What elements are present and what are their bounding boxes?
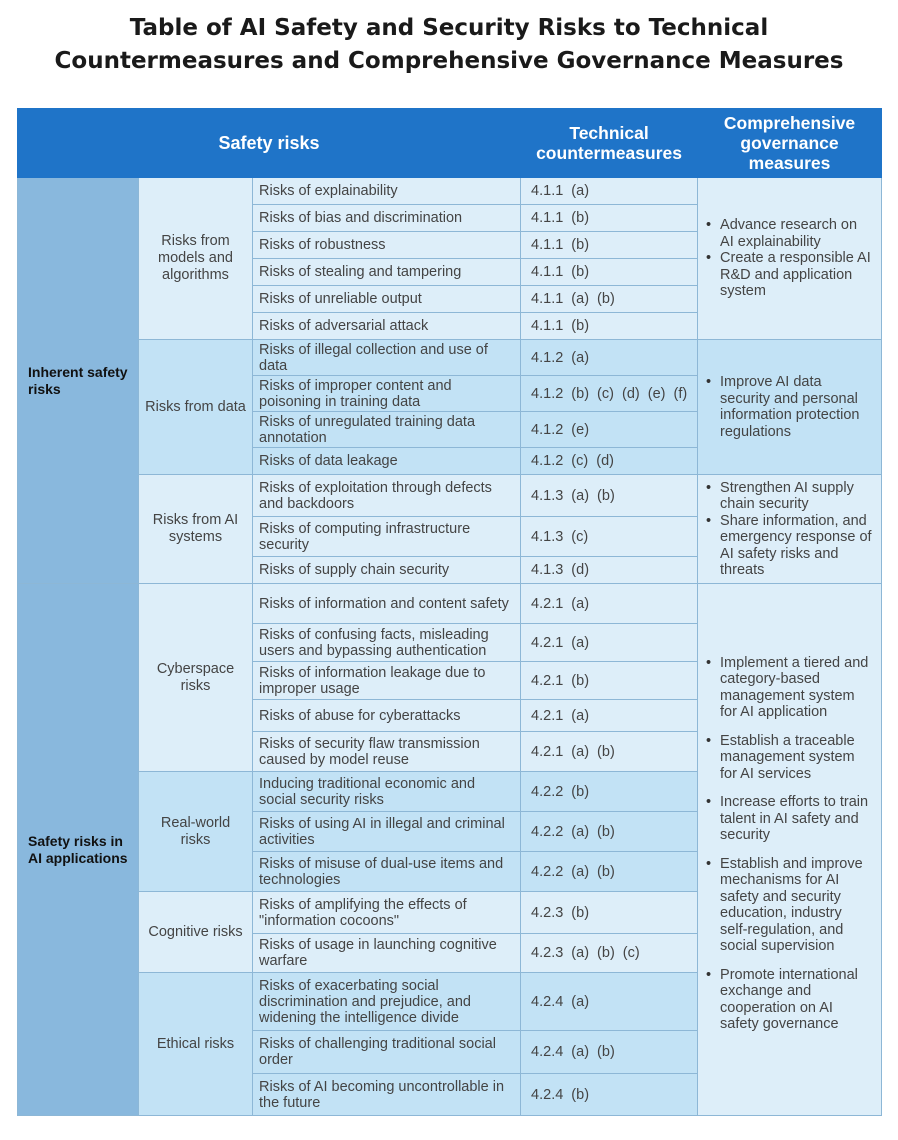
- table-row: [18, 178, 882, 205]
- tech-cell: 4.2.1 (b): [521, 662, 698, 700]
- table-row: [18, 475, 882, 517]
- tech-cell: 4.2.1 (a): [521, 700, 698, 732]
- risk-cell: Risks of exploitation through defects and backdoors: [253, 475, 521, 517]
- group-real-world: Real-world risks: [139, 772, 253, 892]
- gov-cell-ai-systems: [698, 475, 882, 584]
- tech-cell: 4.2.1 (a): [521, 584, 698, 624]
- gov-bullet: • Establish a traceable management system for AI services: [706, 733, 873, 783]
- risk-cell: Risks of usage in launching cognitive warfare: [253, 934, 521, 973]
- tech-cell: 4.2.4 (a) (b): [521, 1031, 698, 1074]
- risk-cell: Risks of unregulated training data annotation: [253, 412, 521, 448]
- tech-cell: 4.1.1 (b): [521, 313, 698, 340]
- gov-bullet: • Increase efforts to train talent in AI safety and security: [706, 794, 873, 844]
- gov-bullet: • Promote international exchange and cooperation on AI safety governance: [706, 967, 873, 1033]
- category-ai-application-risks: Safety risks in AI applications: [18, 584, 139, 1116]
- tech-cell: 4.2.4 (a): [521, 973, 698, 1031]
- risk-cell: Risks of AI becoming uncontrollable in the future: [253, 1074, 521, 1116]
- title-line-1: Table of AI Safety and Security Risks to Technical: [129, 15, 769, 41]
- risk-cell: Risks of stealing and tampering: [253, 259, 521, 286]
- group-models-algorithms: Risks from models and algorithms: [139, 178, 253, 340]
- tech-cell: 4.1.1 (b): [521, 259, 698, 286]
- risk-cell: Risks of amplifying the effects of "information cocoons": [253, 892, 521, 934]
- tech-cell: 4.1.2 (a): [521, 340, 698, 376]
- risk-cell: Risks of adversarial attack: [253, 313, 521, 340]
- risk-cell: Risks of misuse of dual-use items and technologies: [253, 852, 521, 892]
- header-row: [18, 109, 882, 178]
- tech-cell: 4.2.2 (a) (b): [521, 812, 698, 852]
- gov-bullet: • Establish and improve mechanisms for AI safety and security education, industry self-regulation, and social supervision: [706, 856, 873, 955]
- tech-cell: 4.1.3 (d): [521, 557, 698, 584]
- gov-bullet: • Strengthen AI supply chain security: [706, 480, 873, 513]
- tech-cell: 4.2.4 (b): [521, 1074, 698, 1116]
- header-safety-risks: Safety risks: [18, 109, 521, 178]
- header-governance-measures: Comprehensive governance measures: [698, 109, 882, 178]
- risk-cell: Risks of abuse for cyberattacks: [253, 700, 521, 732]
- risk-cell: Risks of explainability: [253, 178, 521, 205]
- tech-cell: 4.2.2 (b): [521, 772, 698, 812]
- risk-cell: Risks of robustness: [253, 232, 521, 259]
- tech-cell: 4.1.1 (a) (b): [521, 286, 698, 313]
- risk-cell: Risks of confusing facts, misleading users and bypassing authentication: [253, 624, 521, 662]
- gov-bullet: • Improve AI data security and personal information protection regulations: [706, 374, 873, 440]
- tech-cell: 4.2.2 (a) (b): [521, 852, 698, 892]
- title-line-2: Countermeasures and Comprehensive Governance Measures: [54, 48, 844, 74]
- risk-cell: Risks of bias and discrimination: [253, 205, 521, 232]
- gov-bullet: • Implement a tiered and category-based management system for AI application: [706, 655, 873, 721]
- page-title: [0, 12, 898, 78]
- risk-cell: Risks of supply chain security: [253, 557, 521, 584]
- risk-cell: Risks of illegal collection and use of data: [253, 340, 521, 376]
- risk-cell: Risks of improper content and poisoning in training data: [253, 376, 521, 412]
- tech-cell: 4.1.3 (a) (b): [521, 475, 698, 517]
- tech-cell: 4.1.1 (b): [521, 205, 698, 232]
- gov-cell-models-algorithms: [698, 178, 882, 340]
- category-inherent-safety-risks: Inherent safety risks: [18, 178, 139, 584]
- tech-cell: 4.1.2 (c) (d): [521, 448, 698, 475]
- risk-cell: Risks of challenging traditional social order: [253, 1031, 521, 1074]
- gov-cell-data: [698, 340, 882, 475]
- risk-cell: Risks of unreliable output: [253, 286, 521, 313]
- tech-cell: 4.1.2 (e): [521, 412, 698, 448]
- tech-cell: 4.2.3 (b): [521, 892, 698, 934]
- group-ai-systems: Risks from AI systems: [139, 475, 253, 584]
- risk-cell: Inducing traditional economic and social security risks: [253, 772, 521, 812]
- table-row: [18, 584, 882, 624]
- tech-cell: 4.1.1 (b): [521, 232, 698, 259]
- tech-cell: 4.2.1 (a) (b): [521, 732, 698, 772]
- risk-table: [17, 108, 882, 1116]
- gov-bullet: • Share information, and emergency response of AI safety risks and threats: [706, 513, 873, 579]
- gov-bullet: • Create a responsible AI R&D and application system: [706, 250, 873, 300]
- risk-cell: Risks of information and content safety: [253, 584, 521, 624]
- gov-bullet: • Advance research on AI explainability: [706, 217, 873, 250]
- risk-cell: Risks of data leakage: [253, 448, 521, 475]
- group-data: Risks from data: [139, 340, 253, 475]
- group-cognitive: Cognitive risks: [139, 892, 253, 973]
- header-technical-countermeasures: Technical countermeasures: [521, 109, 698, 178]
- risk-cell: Risks of information leakage due to improper usage: [253, 662, 521, 700]
- tech-cell: 4.1.2 (b) (c) (d) (e) (f): [521, 376, 698, 412]
- tech-cell: 4.1.3 (c): [521, 517, 698, 557]
- risk-cell: Risks of exacerbating social discrimination and prejudice, and widening the intelligence divide: [253, 973, 521, 1031]
- gov-cell-applications: [698, 584, 882, 1116]
- group-cyberspace: Cyberspace risks: [139, 584, 253, 772]
- risk-cell: Risks of security flaw transmission caused by model reuse: [253, 732, 521, 772]
- risk-cell: Risks of using AI in illegal and criminal activities: [253, 812, 521, 852]
- table-row: [18, 340, 882, 376]
- tech-cell: 4.2.1 (a): [521, 624, 698, 662]
- tech-cell: 4.1.1 (a): [521, 178, 698, 205]
- risk-cell: Risks of computing infrastructure security: [253, 517, 521, 557]
- tech-cell: 4.2.3 (a) (b) (c): [521, 934, 698, 973]
- group-ethical: Ethical risks: [139, 973, 253, 1116]
